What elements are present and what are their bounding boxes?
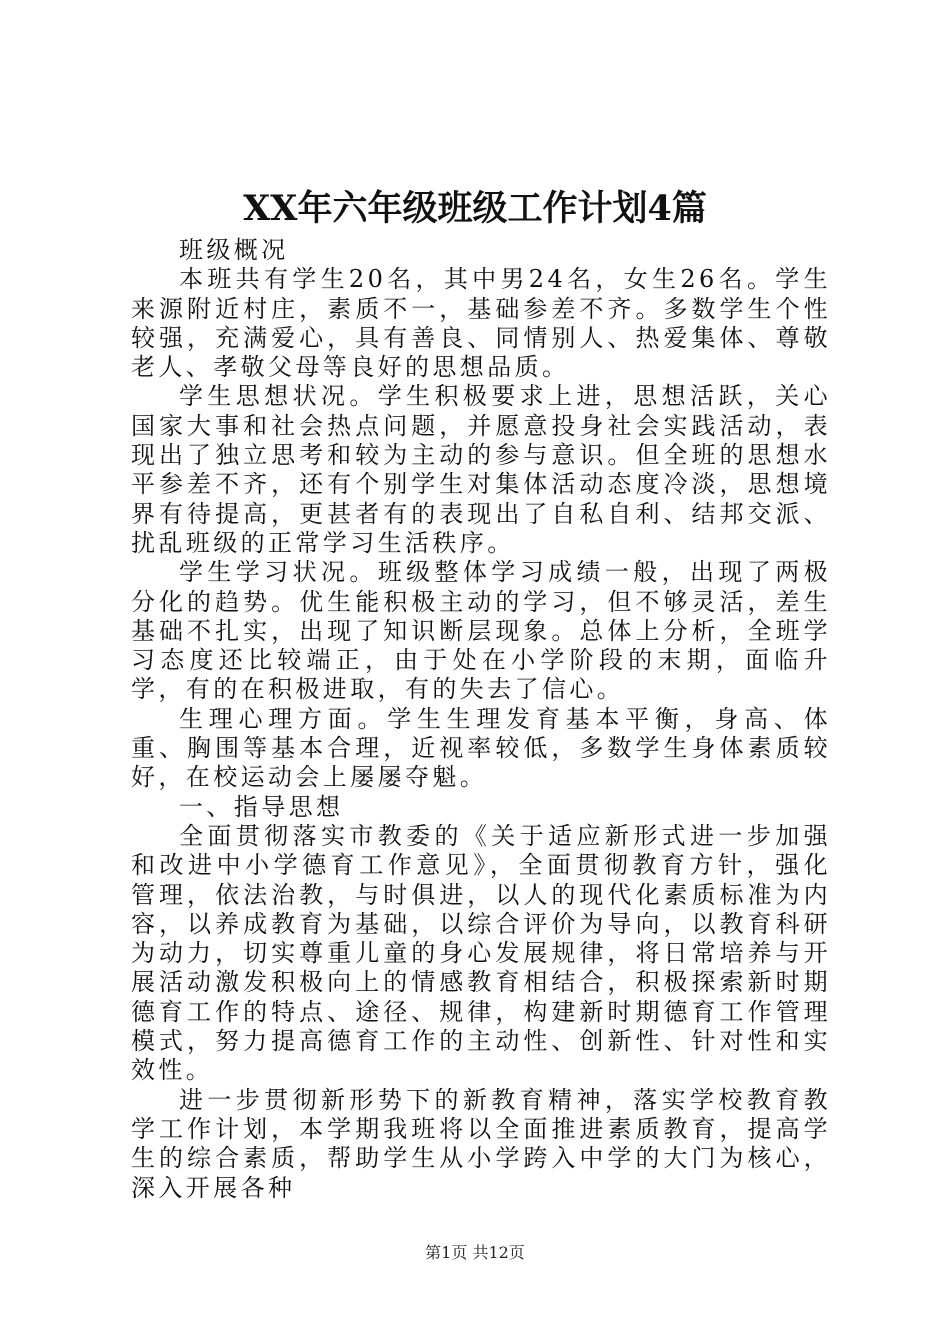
paragraph-further-implementation: 进一步贯彻新形势下的新教育精神，落实学校教育教学工作计划，本学期我班将以全面推进素质教育，提高学生的综合素质，帮助学生从小学跨入中学的大门为核心，深入开展各种: [131, 1085, 831, 1202]
document-body: [131, 236, 831, 1203]
paragraph-thought-status: 学生思想状况。学生积极要求上进，思想活跃，关心国家大事和社会热点问题，并愿意投身社会实践活动，表现出了独立思考和较为主动的参与意识。但全班的思想水平参差不齐，还有个别学生对集体活动态度冷淡，思想境界有待提高，更甚者有的表现出了自私自利、结邦交派、扰乱班级的正常学习生活秩序。: [131, 382, 831, 557]
paragraph-physical-mental: 生理心理方面。学生生理发育基本平衡，身高、体重、胸围等基本合理，近视率较低，多数学生身体素质较好，在校运动会上屡屡夺魁。: [131, 704, 831, 792]
document-title: XX年六年级班级工作计划4篇: [243, 188, 707, 229]
paragraph-guiding-ideology: 全面贯彻落实市教委的《关于适应新形式进一步加强和改进中小学德育工作意见》，全面贯彻教育方针，强化管理，依法治教，与时俱进，以人的现代化素质标准为内容，以养成教育为基础，以综合评价为导向，以教育科研为动力，切实尊重儿童的身心发展规律，将日常培养与开展活动激发积极向上的情感教育相结合，积极探索新时期德育工作的特点、途径、规律，构建新时期德育工作管理模式，努力提高德育工作的主动性、创新性、针对性和实效性。: [131, 821, 831, 1085]
page-number-footer: 第1页 共12页: [425, 1243, 525, 1262]
paragraph-class-overview-heading: 班级概况: [179, 236, 289, 264]
paragraph-class-overview: 本班共有学生20名，其中男24名，女生26名。学生来源附近村庄，素质不一，基础参差不齐。多数学生个性较强，充满爱心，具有善良、同情别人、热爱集体、尊敬老人、孝敬父母等良好的思想品质。: [131, 265, 831, 382]
paragraph-study-status: 学生学习状况。班级整体学习成绩一般，出现了两极分化的趋势。优生能积极主动的学习，但不够灵活，差生基础不扎实，出现了知识断层现象。总体上分析，全班学习态度还比较端正，由于处在小学阶段的末期，面临升学，有的在积极进取，有的失去了信心。: [131, 558, 831, 704]
section-heading-guiding-ideology: 一、指导思想: [179, 792, 344, 821]
